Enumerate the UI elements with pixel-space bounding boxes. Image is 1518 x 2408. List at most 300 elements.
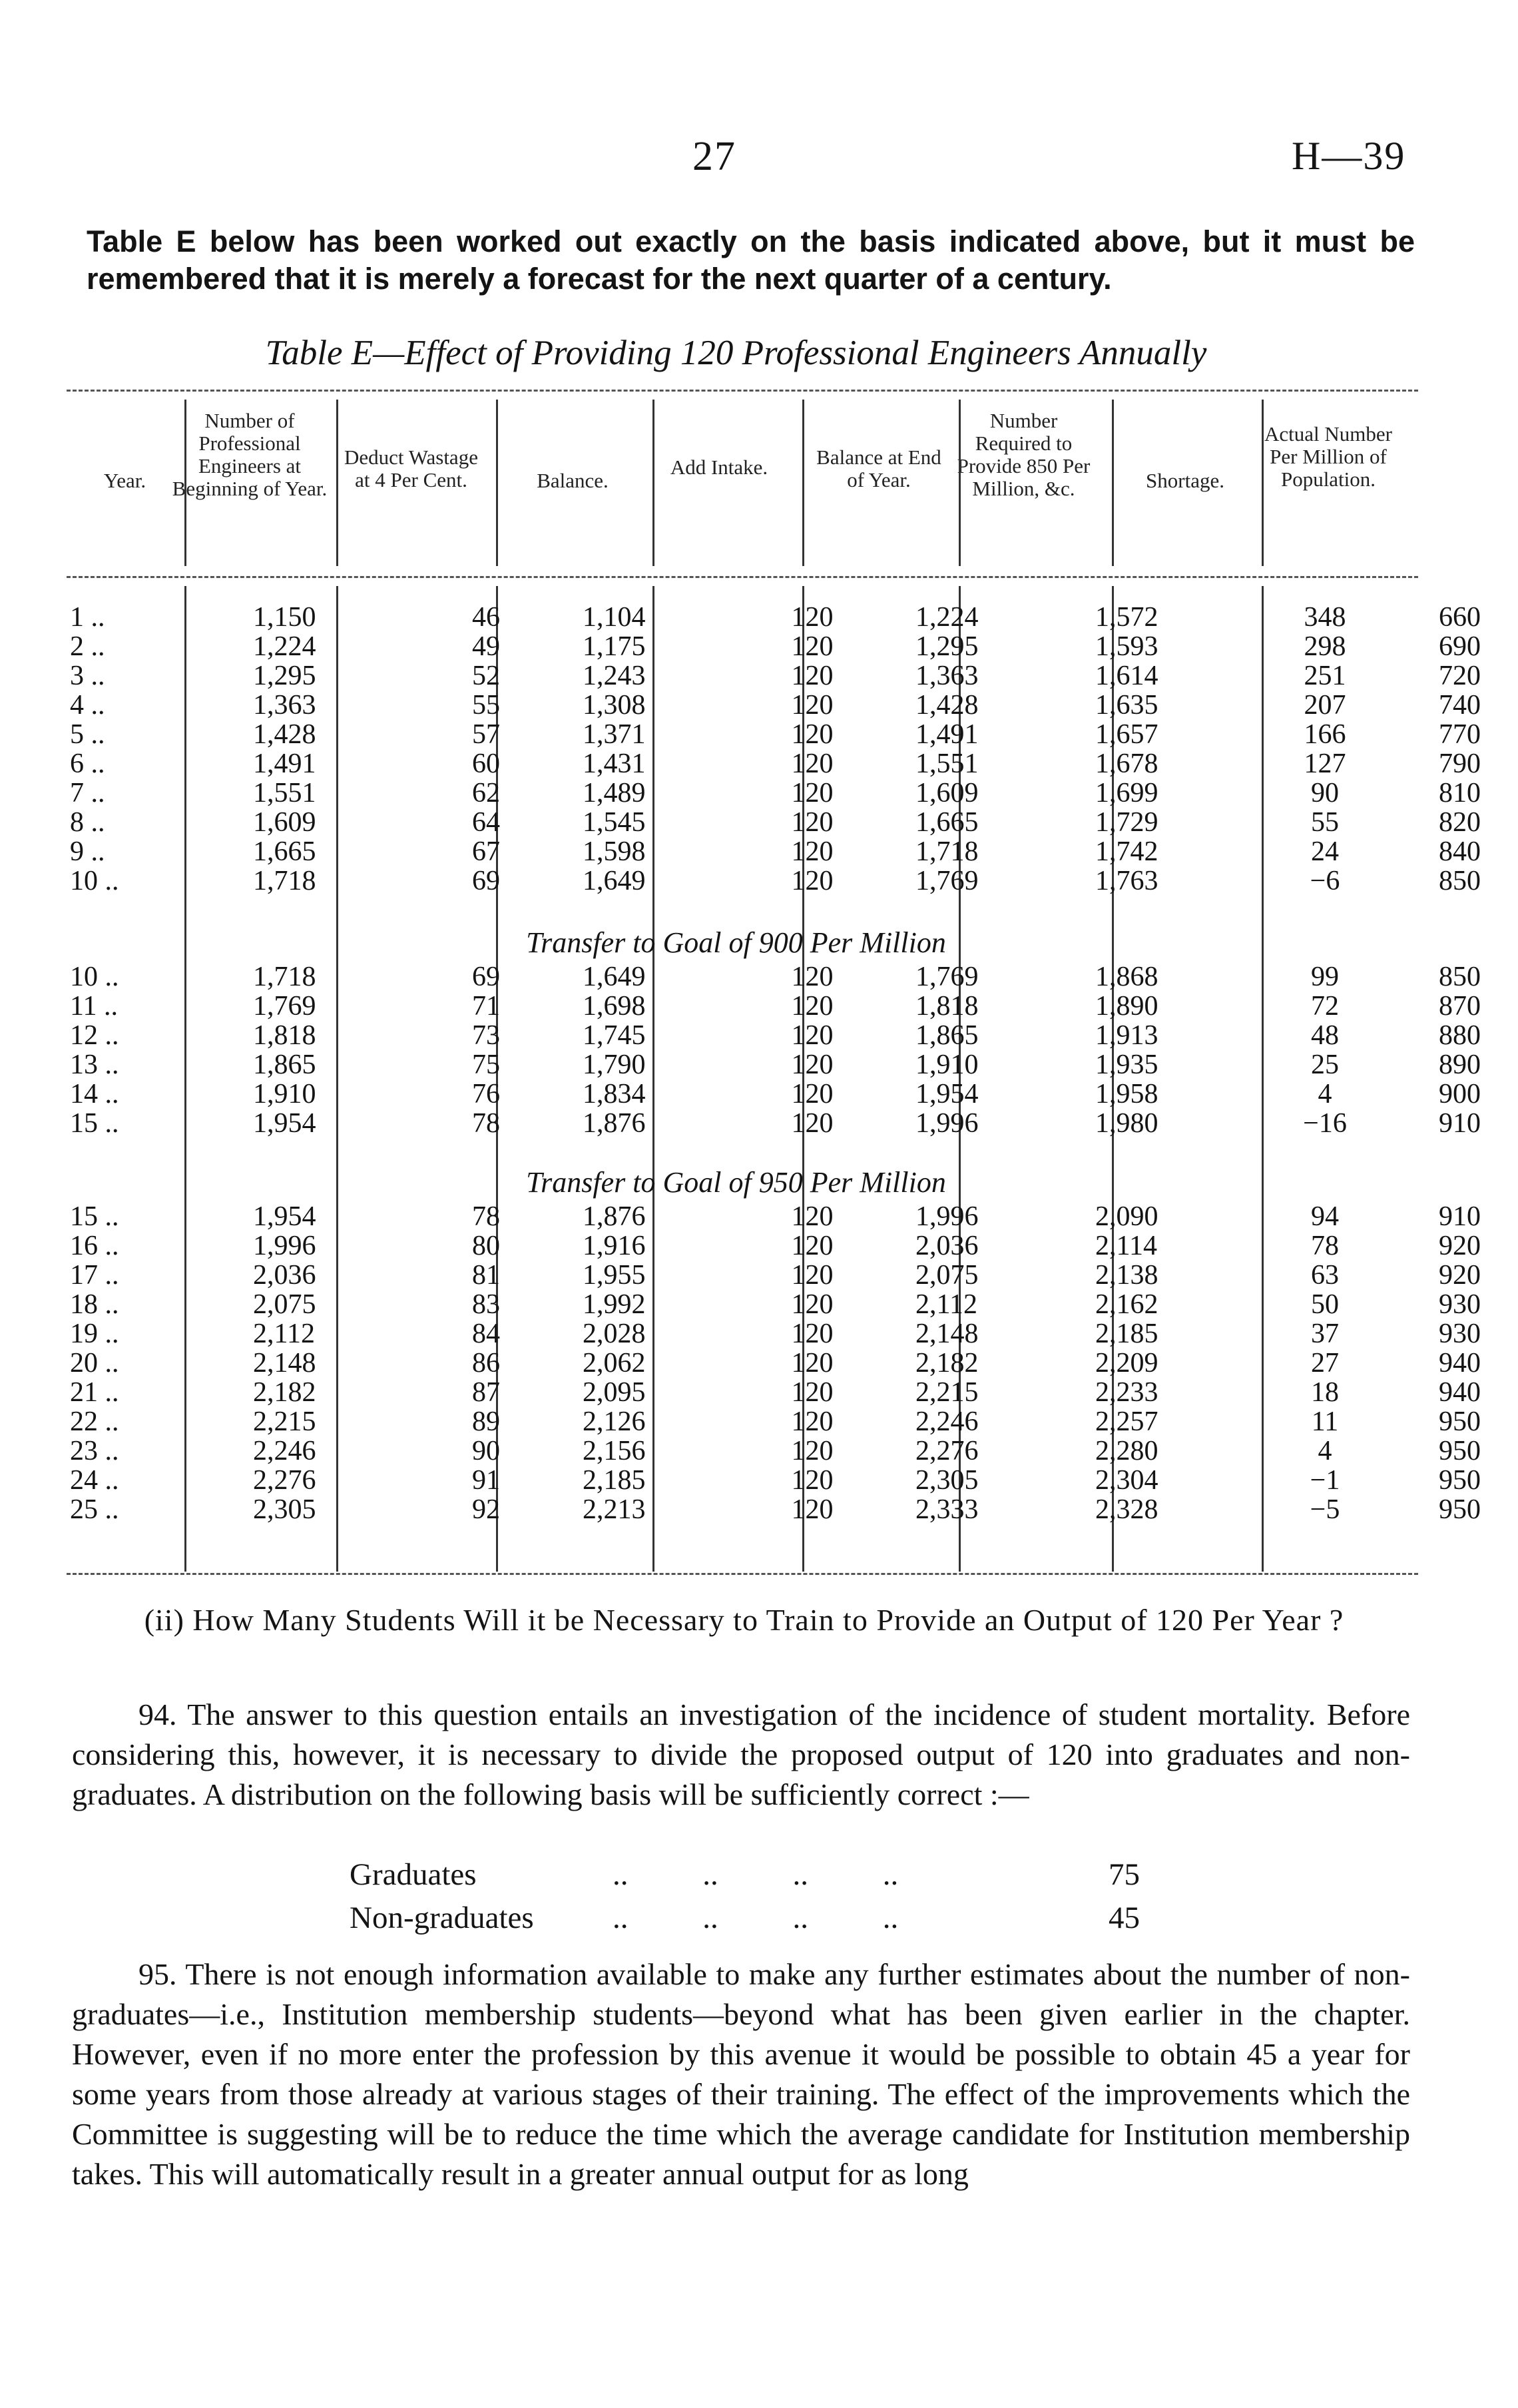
required-cell: 1,763 <box>1095 866 1158 896</box>
table-row <box>67 632 1518 661</box>
balance-cell: 1,834 <box>583 1079 646 1109</box>
shortage-cell: 72 <box>1311 991 1339 1022</box>
year-cell: 8 .. <box>70 807 105 838</box>
required-cell: 2,209 <box>1095 1348 1158 1378</box>
balance-end-cell: 1,954 <box>915 1079 979 1109</box>
intake-cell: 120 <box>791 719 834 750</box>
actual-cell: 820 <box>1439 807 1481 838</box>
header-divider <box>184 400 186 566</box>
shortage-cell: −16 <box>1303 1108 1347 1139</box>
engineers-start-cell: 2,246 <box>253 1436 316 1466</box>
engineers-start-cell: 1,718 <box>253 866 316 896</box>
table-row <box>67 1079 1518 1109</box>
balance-end-cell: 1,665 <box>915 807 979 838</box>
shortage-cell: 27 <box>1311 1348 1339 1378</box>
table-row <box>67 1436 1518 1466</box>
balance-end-cell: 2,246 <box>915 1406 979 1437</box>
balance-cell: 1,371 <box>583 719 646 750</box>
intake-cell: 120 <box>791 1260 834 1291</box>
header-year: Year. <box>103 469 146 492</box>
intake-cell: 120 <box>791 1348 834 1378</box>
required-cell: 1,593 <box>1095 631 1158 662</box>
engineers-start-cell: 2,182 <box>253 1377 316 1408</box>
actual-cell: 740 <box>1439 690 1481 721</box>
intake-cell: 120 <box>791 1289 834 1320</box>
wastage-cell: 81 <box>472 1260 500 1291</box>
engineers-start-cell: 1,150 <box>253 602 316 633</box>
paragraph-94: 94. The answer to this question entails an investigation of the incidence of student mortality. Before considering this, however, it is necessary to divide the proposed output of 120 into graduates and non-graduates. A distribution on the following basis will be sufficiently correct :— <box>72 1697 1410 1811</box>
intake-cell: 120 <box>791 1231 834 1261</box>
required-cell: 1,890 <box>1095 991 1158 1022</box>
engineers-start-cell: 1,491 <box>253 749 316 779</box>
wastage-cell: 52 <box>472 661 500 691</box>
header-balance: Balance. <box>537 469 609 492</box>
engineers-start-cell: 2,305 <box>253 1494 316 1525</box>
table-section-1 <box>67 603 1518 896</box>
balance-cell: 1,876 <box>583 1108 646 1139</box>
section-3-body <box>67 1202 1518 1524</box>
year-cell: 6 .. <box>70 749 105 779</box>
shortage-cell: 50 <box>1311 1289 1339 1320</box>
balance-cell: 1,698 <box>583 991 646 1022</box>
engineers-start-cell: 1,224 <box>253 631 316 662</box>
shortage-cell: 166 <box>1304 719 1346 750</box>
wastage-cell: 75 <box>472 1050 500 1080</box>
year-cell: 21 .. <box>70 1377 119 1408</box>
actual-cell: 950 <box>1439 1465 1481 1496</box>
table-row <box>67 837 1518 866</box>
wastage-cell: 55 <box>472 690 500 721</box>
intake-cell: 120 <box>791 1436 834 1466</box>
year-cell: 1 .. <box>70 602 105 633</box>
actual-cell: 950 <box>1439 1436 1481 1466</box>
engineers-start-cell: 1,954 <box>253 1201 316 1232</box>
transfer-note-900: Transfer to Goal of 900 Per Million <box>526 926 946 959</box>
engineers-start-cell: 2,276 <box>253 1465 316 1496</box>
page-number: 27 <box>692 134 736 179</box>
required-cell: 1,913 <box>1095 1020 1158 1051</box>
shortage-cell: 99 <box>1311 962 1339 992</box>
shortage-cell: 127 <box>1304 749 1346 779</box>
wastage-cell: 78 <box>472 1201 500 1232</box>
balance-end-cell: 1,818 <box>915 991 979 1022</box>
engineers-start-cell: 1,665 <box>253 836 316 867</box>
balance-end-cell: 2,148 <box>915 1319 979 1349</box>
balance-cell: 1,104 <box>583 602 646 633</box>
intake-cell: 120 <box>791 749 834 779</box>
shortage-cell: 37 <box>1311 1319 1339 1349</box>
balance-cell: 1,489 <box>583 778 646 808</box>
engineers-start-cell: 2,075 <box>253 1289 316 1320</box>
balance-end-cell: 1,295 <box>915 631 979 662</box>
year-cell: 16 .. <box>70 1231 119 1261</box>
shortage-cell: 4 <box>1318 1079 1332 1109</box>
intake-cell: 120 <box>791 1319 834 1349</box>
table-row <box>67 1231 1518 1261</box>
balance-end-cell: 1,363 <box>915 661 979 691</box>
balance-end-cell: 1,769 <box>915 962 979 992</box>
table-row <box>67 691 1518 720</box>
actual-cell: 690 <box>1439 631 1481 662</box>
table-row <box>67 1466 1518 1495</box>
table-row <box>67 720 1518 749</box>
year-cell: 2 .. <box>70 631 105 662</box>
balance-end-cell: 2,036 <box>915 1231 979 1261</box>
actual-cell: 950 <box>1439 1494 1481 1525</box>
intake-cell: 120 <box>791 1079 834 1109</box>
actual-cell: 870 <box>1439 991 1481 1022</box>
balance-end-cell: 1,224 <box>915 602 979 633</box>
table-row <box>67 1290 1518 1319</box>
header-shortage: Shortage. <box>1146 469 1224 492</box>
wastage-cell: 83 <box>472 1289 500 1320</box>
balance-cell: 1,955 <box>583 1260 646 1291</box>
balance-cell: 2,156 <box>583 1436 646 1466</box>
intake-cell: 120 <box>791 690 834 721</box>
balance-cell: 2,095 <box>583 1377 646 1408</box>
table-row <box>67 1050 1518 1079</box>
intake-cell: 120 <box>791 631 834 662</box>
table-row <box>67 1261 1518 1290</box>
engineers-start-cell: 1,428 <box>253 719 316 750</box>
year-cell: 24 .. <box>70 1465 119 1496</box>
balance-cell: 2,126 <box>583 1406 646 1437</box>
intake-cell: 120 <box>791 807 834 838</box>
balance-end-cell: 1,609 <box>915 778 979 808</box>
balance-end-cell: 1,718 <box>915 836 979 867</box>
intake-cell: 120 <box>791 1020 834 1051</box>
year-cell: 22 .. <box>70 1406 119 1437</box>
balance-end-cell: 2,333 <box>915 1494 979 1525</box>
intake-cell: 120 <box>791 1377 834 1408</box>
wastage-cell: 78 <box>472 1108 500 1139</box>
year-cell: 10 .. <box>70 866 119 896</box>
engineers-start-cell: 2,112 <box>253 1319 315 1349</box>
actual-cell: 850 <box>1439 866 1481 896</box>
table-top-rule <box>67 390 1418 392</box>
table-row <box>67 1495 1518 1524</box>
header-actual-number: Actual Number Per Million of Population. <box>1264 422 1392 491</box>
year-cell: 20 .. <box>70 1348 119 1378</box>
balance-cell: 1,745 <box>583 1020 646 1051</box>
balance-end-cell: 1,769 <box>915 866 979 896</box>
intake-cell: 120 <box>791 866 834 896</box>
table-row <box>67 866 1518 896</box>
intake-cell: 120 <box>791 661 834 691</box>
table-row <box>67 603 1518 632</box>
wastage-cell: 71 <box>472 991 500 1022</box>
required-cell: 1,657 <box>1095 719 1158 750</box>
balance-end-cell: 2,182 <box>915 1348 979 1378</box>
shortage-cell: 207 <box>1304 690 1346 721</box>
header-balance-end: Balance at End of Year. <box>816 446 941 491</box>
actual-cell: 810 <box>1439 778 1481 808</box>
year-cell: 4 .. <box>70 690 105 721</box>
table-row <box>67 661 1518 691</box>
table-caption: Table E—Effect of Providing 120 Professional Engineers Annually <box>265 334 1207 372</box>
intake-cell: 120 <box>791 1108 834 1139</box>
dist-dots-graduates: .. .. .. .. <box>613 1857 899 1892</box>
balance-cell: 1,790 <box>583 1050 646 1080</box>
year-cell: 9 .. <box>70 836 105 867</box>
header-number-required: Number Required to Provide 850 Per Million, &c. <box>957 409 1091 500</box>
shortage-cell: −5 <box>1310 1494 1340 1525</box>
balance-cell: 1,649 <box>583 866 646 896</box>
balance-cell: 1,308 <box>583 690 646 721</box>
required-cell: 1,635 <box>1095 690 1158 721</box>
actual-cell: 920 <box>1439 1231 1481 1261</box>
balance-cell: 1,992 <box>583 1289 646 1320</box>
balance-cell: 2,062 <box>583 1348 646 1378</box>
balance-cell: 2,028 <box>583 1319 646 1349</box>
balance-cell: 1,649 <box>583 962 646 992</box>
balance-cell: 1,598 <box>583 836 646 867</box>
wastage-cell: 57 <box>472 719 500 750</box>
intro-paragraph: Table E below has been worked out exactly on the basis indicated above, but it must be remembered that it is merely a forecast for the next quarter of a century. <box>87 224 1415 296</box>
wastage-cell: 67 <box>472 836 500 867</box>
table-row <box>67 1349 1518 1378</box>
shortage-cell: 90 <box>1311 778 1339 808</box>
intake-cell: 120 <box>791 1406 834 1437</box>
balance-end-cell: 1,996 <box>915 1201 979 1232</box>
table-bottom-rule <box>67 1573 1418 1575</box>
balance-end-cell: 1,551 <box>915 749 979 779</box>
header-divider <box>1262 400 1264 566</box>
engineers-start-cell: 1,818 <box>253 1020 316 1051</box>
table-row <box>67 962 1518 992</box>
required-cell: 1,678 <box>1095 749 1158 779</box>
engineers-start-cell: 1,954 <box>253 1108 316 1139</box>
engineers-start-cell: 2,215 <box>253 1406 316 1437</box>
actual-cell: 900 <box>1439 1079 1481 1109</box>
header-divider <box>496 400 498 566</box>
wastage-cell: 62 <box>472 778 500 808</box>
wastage-cell: 89 <box>472 1406 500 1437</box>
shortage-cell: −1 <box>1310 1465 1340 1496</box>
wastage-cell: 46 <box>472 602 500 633</box>
required-cell: 1,572 <box>1095 602 1158 633</box>
shortage-cell: 251 <box>1304 661 1346 691</box>
actual-cell: 850 <box>1439 962 1481 992</box>
header-divider <box>1112 400 1114 566</box>
balance-cell: 1,243 <box>583 661 646 691</box>
actual-cell: 910 <box>1439 1108 1481 1139</box>
actual-cell: 930 <box>1439 1319 1481 1349</box>
required-cell: 1,958 <box>1095 1079 1158 1109</box>
required-cell: 2,162 <box>1095 1289 1158 1320</box>
intake-cell: 120 <box>791 1494 834 1525</box>
shortage-cell: 298 <box>1304 631 1346 662</box>
shortage-cell: 25 <box>1311 1050 1339 1080</box>
shortage-cell: 78 <box>1311 1231 1339 1261</box>
wastage-cell: 90 <box>472 1436 500 1466</box>
actual-cell: 660 <box>1439 602 1481 633</box>
engineers-start-cell: 2,036 <box>253 1260 316 1291</box>
section-2-body <box>67 962 1518 1138</box>
required-cell: 2,090 <box>1095 1201 1158 1232</box>
required-cell: 2,304 <box>1095 1465 1158 1496</box>
engineers-start-cell: 1,609 <box>253 807 316 838</box>
header-deduct-wastage: Deduct Wastage at 4 Per Cent. <box>344 446 478 491</box>
table-row <box>67 1021 1518 1050</box>
shortage-cell: 63 <box>1311 1260 1339 1291</box>
actual-cell: 770 <box>1439 719 1481 750</box>
actual-cell: 890 <box>1439 1050 1481 1080</box>
table-row <box>67 1109 1518 1138</box>
balance-cell: 2,213 <box>583 1494 646 1525</box>
balance-end-cell: 1,865 <box>915 1020 979 1051</box>
wastage-cell: 49 <box>472 631 500 662</box>
engineers-start-cell: 1,865 <box>253 1050 316 1080</box>
shortage-cell: 348 <box>1304 602 1346 633</box>
intake-cell: 120 <box>791 778 834 808</box>
actual-cell: 880 <box>1439 1020 1481 1051</box>
year-cell: 5 .. <box>70 719 105 750</box>
balance-cell: 1,431 <box>583 749 646 779</box>
table-row <box>67 1319 1518 1349</box>
year-cell: 13 .. <box>70 1050 119 1080</box>
required-cell: 2,328 <box>1095 1494 1158 1525</box>
header-divider <box>802 400 804 566</box>
dist-label-non-graduates: Non-graduates <box>350 1901 534 1935</box>
year-cell: 7 .. <box>70 778 105 808</box>
balance-end-cell: 1,996 <box>915 1108 979 1139</box>
wastage-cell: 86 <box>472 1348 500 1378</box>
balance-end-cell: 1,428 <box>915 690 979 721</box>
engineers-start-cell: 1,295 <box>253 661 316 691</box>
year-cell: 25 .. <box>70 1494 119 1525</box>
required-cell: 2,114 <box>1095 1231 1157 1261</box>
balance-end-cell: 2,215 <box>915 1377 979 1408</box>
intake-cell: 120 <box>791 1201 834 1232</box>
engineers-start-cell: 2,148 <box>253 1348 316 1378</box>
shortage-cell: −6 <box>1310 866 1340 896</box>
actual-cell: 940 <box>1439 1377 1481 1408</box>
shortage-cell: 11 <box>1311 1406 1339 1437</box>
intake-cell: 120 <box>791 602 834 633</box>
table-row <box>67 1378 1518 1407</box>
balance-cell: 1,175 <box>583 631 646 662</box>
page-reference: H—39 <box>1292 134 1406 178</box>
year-cell: 14 .. <box>70 1079 119 1109</box>
wastage-cell: 87 <box>472 1377 500 1408</box>
shortage-cell: 24 <box>1311 836 1339 867</box>
actual-cell: 910 <box>1439 1201 1481 1232</box>
table-section-3 <box>67 1202 1518 1524</box>
shortage-cell: 55 <box>1311 807 1339 838</box>
year-cell: 10 .. <box>70 962 119 992</box>
balance-cell: 1,876 <box>583 1201 646 1232</box>
engineers-start-cell: 1,551 <box>253 778 316 808</box>
balance-end-cell: 2,305 <box>915 1465 979 1496</box>
intake-cell: 120 <box>791 962 834 992</box>
intake-cell: 120 <box>791 991 834 1022</box>
required-cell: 2,257 <box>1095 1406 1158 1437</box>
actual-cell: 840 <box>1439 836 1481 867</box>
year-cell: 15 .. <box>70 1201 119 1232</box>
year-cell: 18 .. <box>70 1289 119 1320</box>
wastage-cell: 91 <box>472 1465 500 1496</box>
balance-cell: 2,185 <box>583 1465 646 1496</box>
year-cell: 11 .. <box>70 991 118 1022</box>
year-cell: 17 .. <box>70 1260 119 1291</box>
wastage-cell: 73 <box>472 1020 500 1051</box>
section-1-body <box>67 603 1518 896</box>
actual-cell: 790 <box>1439 749 1481 779</box>
required-cell: 2,185 <box>1095 1319 1158 1349</box>
table-row <box>67 808 1518 837</box>
required-cell: 1,729 <box>1095 807 1158 838</box>
required-cell: 2,138 <box>1095 1260 1158 1291</box>
intake-cell: 120 <box>791 836 834 867</box>
header-divider <box>959 400 961 566</box>
intake-cell: 120 <box>791 1050 834 1080</box>
required-cell: 1,868 <box>1095 962 1158 992</box>
engineers-start-cell: 1,996 <box>253 1231 316 1261</box>
required-cell: 2,280 <box>1095 1436 1158 1466</box>
year-cell: 3 .. <box>70 661 105 691</box>
wastage-cell: 64 <box>472 807 500 838</box>
required-cell: 1,935 <box>1095 1050 1158 1080</box>
engineers-start-cell: 1,769 <box>253 991 316 1022</box>
engineers-start-cell: 1,363 <box>253 690 316 721</box>
header-divider <box>652 400 654 566</box>
required-cell: 2,233 <box>1095 1377 1158 1408</box>
intake-cell: 120 <box>791 1465 834 1496</box>
table-section-2 <box>67 962 1518 1138</box>
balance-end-cell: 2,112 <box>915 1289 977 1320</box>
required-cell: 1,980 <box>1095 1108 1158 1139</box>
table-row <box>67 749 1518 778</box>
engineers-start-cell: 1,718 <box>253 962 316 992</box>
year-cell: 15 .. <box>70 1108 119 1139</box>
wastage-cell: 80 <box>472 1231 500 1261</box>
engineers-start-cell: 1,910 <box>253 1079 316 1109</box>
actual-cell: 930 <box>1439 1289 1481 1320</box>
shortage-cell: 18 <box>1311 1377 1339 1408</box>
wastage-cell: 84 <box>472 1319 500 1349</box>
actual-cell: 920 <box>1439 1260 1481 1291</box>
wastage-cell: 92 <box>472 1494 500 1525</box>
paragraph-95: 95. There is not enough information available to make any further estimates about the number of non-graduates—i.e., Institution membership students—beyond what has been given earlier in the chapter. However, even if no more enter the profession by this avenue it would be possible to obtain 45 a year for some years from those already at various stages of their training. The effect of the improvements which the Committee is suggesting will be to reduce the time which the average candidate for Institution membership takes. This will automatically result in a greater annual output for as long <box>72 1957 1410 2191</box>
dist-label-graduates: Graduates <box>350 1857 477 1892</box>
balance-end-cell: 2,075 <box>915 1260 979 1291</box>
header-number-of-engineers: Number of Professional Engineers at Beginning of Year. <box>172 409 328 500</box>
required-cell: 1,699 <box>1095 778 1158 808</box>
wastage-cell: 69 <box>472 866 500 896</box>
wastage-cell: 76 <box>472 1079 500 1109</box>
dist-dots-non-graduates: .. .. .. .. <box>613 1901 899 1935</box>
wastage-cell: 60 <box>472 749 500 779</box>
balance-cell: 1,916 <box>583 1231 646 1261</box>
year-cell: 12 .. <box>70 1020 119 1051</box>
table-row <box>67 1407 1518 1436</box>
actual-cell: 950 <box>1439 1406 1481 1437</box>
balance-cell: 1,545 <box>583 807 646 838</box>
balance-end-cell: 2,276 <box>915 1436 979 1466</box>
actual-cell: 720 <box>1439 661 1481 691</box>
balance-end-cell: 1,491 <box>915 719 979 750</box>
actual-cell: 940 <box>1439 1348 1481 1378</box>
shortage-cell: 48 <box>1311 1020 1339 1051</box>
required-cell: 1,742 <box>1095 836 1158 867</box>
balance-end-cell: 1,910 <box>915 1050 979 1080</box>
wastage-cell: 69 <box>472 962 500 992</box>
shortage-cell: 4 <box>1318 1436 1332 1466</box>
dist-value-non-graduates: 45 <box>1109 1901 1140 1935</box>
table-row <box>67 1202 1518 1231</box>
year-cell: 23 .. <box>70 1436 119 1466</box>
